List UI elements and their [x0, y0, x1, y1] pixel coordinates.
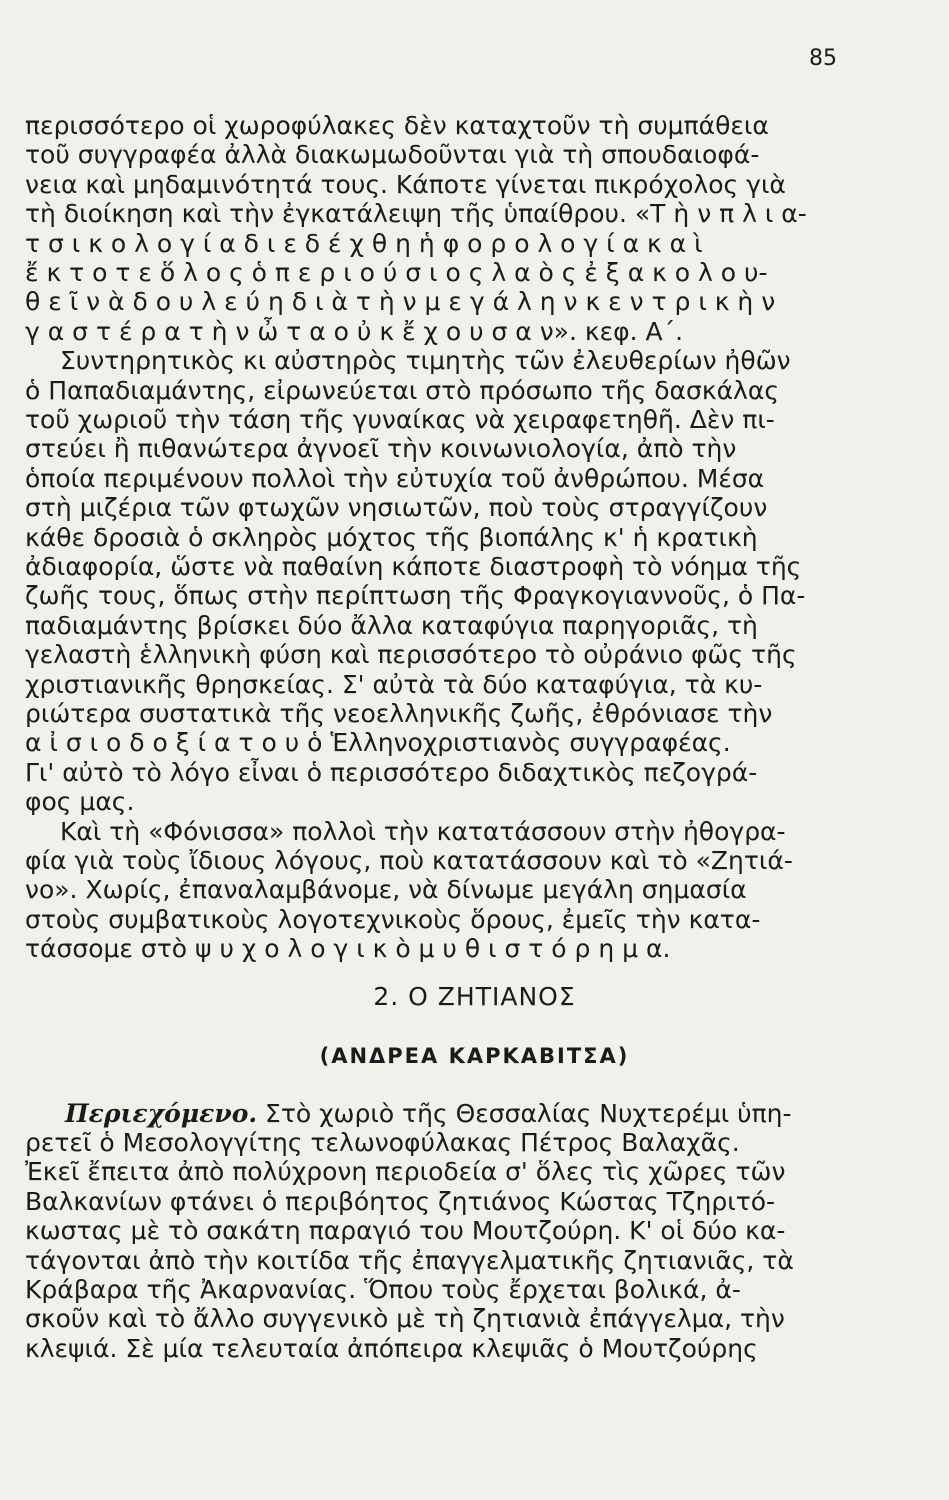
text-line: Καὶ τὴ «Φόνισσα» πολλοὶ τὴν κατατάσσουν στὴν ἠθογρα-: [60, 816, 786, 846]
text-line: τοῦ χωριοῦ τὴν τάση τῆς γυναίκας νὰ χειραφετηθῆ. Δὲν πι-: [25, 405, 775, 434]
text-line: τοῦ συγγραφέα ἀλλὰ διακωμωδοῦνται γιὰ τὴ σπουδαιοφά-: [25, 140, 760, 170]
text-line: κάθε δροσιὰ ὁ σκληρὸς μόχτος τῆς βιοπάλης κ' ἡ κρατικὴ: [25, 522, 758, 552]
summary-first-line: [65, 1098, 792, 1130]
chapter-subheading: (ΑΝΔΡΕΑ ΚΑΡΚΑΒΙΤΣΑ): [319, 1044, 630, 1068]
text-line: γ α σ τ έ ρ α τ ὴ ν ὦ τ α ο ὐ κ ἔ χ ο υ σ α ν». κεφ. Α΄.: [25, 316, 684, 346]
summary-lead: Περιεχόμενο.: [65, 1099, 258, 1128]
text-line: θ ε ῖ ν ὰ δ ο υ λ ε ύ η δ ι ὰ τ ὴ ν μ ε γ ά λ η ν κ ε ν τ ρ ι κ ὴ ν: [25, 287, 776, 317]
text-line: νεια καὶ μηδαμινότητά τους. Κάποτε γίνεται πικρόχολος γιὰ: [25, 169, 786, 199]
text-line: ρετεῖ ὁ Μεσολογγίτης τελωνοφύλακας Πέτρος Βαλαχᾶς.: [25, 1128, 740, 1157]
text-line: φία γιὰ τοὺς ἴδιους λόγους, ποὺ κατατάσσουν καὶ τὸ «Ζητιά-: [25, 846, 793, 875]
text-line: Κράβαρα τῆς Ἀκαρνανίας. Ὅπου τοὺς ἔρχεται βολικά, ἀ-: [25, 1275, 741, 1304]
text-line: νο». Χωρίς, ἐπαναλαμβάνομε, νὰ δίνωμε μεγάλη σημασία: [25, 875, 747, 905]
text-line: Βαλκανίων φτάνει ὁ περιβόητος ζητιάνος Κώστας Τζηριτό-: [25, 1186, 776, 1216]
text-line: στὴ μιζέρια τῶν φτωχῶν νησιωτῶν, ποὺ τοὺς στραγγίζουν: [25, 493, 768, 523]
text-line: κλεψιά. Σὲ μία τελευταία ἀπόπειρα κλεψιᾶς ὁ Μουτζούρης: [25, 1333, 758, 1363]
text-line: α ἰ σ ι ο δ ο ξ ί α τ ο υ ὁ Ἑλληνοχριστιανὸς συγγραφέας.: [25, 728, 731, 758]
text-line: τάσσομε στὸ ψ υ χ ο λ ο γ ι κ ὸ μ υ θ ι σ τ ό ρ η μ α.: [25, 934, 671, 964]
text-line: στεύει ἢ πιθανώτερα ἀγνοεῖ τὴν κοινωνιολογία, ἀπὸ τὴν: [25, 434, 737, 464]
chapter-heading: 2. Ο ΖΗΤΙΑΝΟΣ: [373, 982, 576, 1011]
text-line: χριστιανικῆς θρησκείας. Σ' αὐτὰ τὰ δύο καταφύγια, τὰ κυ-: [25, 669, 763, 699]
text-line: Ἐκεῖ ἔπειτα ἀπὸ πολύχρονη περιοδεία σ' ὅλες τὶς χῶρες τῶν: [25, 1157, 786, 1187]
summary-first-line-rest: Στὸ χωριὸ τῆς Θεσσαλίας Νυχτερέμι ὑπη-: [257, 1099, 792, 1128]
text-line: παδιαμάντης βρίσκει δύο ἄλλα καταφύγια παρηγοριᾶς, τὴ: [25, 610, 758, 640]
text-line: φος μας.: [25, 787, 135, 817]
text-line: ἔ κ τ ο τ ε ὅ λ ο ς ὁ π ε ρ ι ο ύ σ ι ο ς λ α ὸ ς ἐ ξ α κ ο λ ο υ-: [25, 258, 768, 287]
text-line: κωστας μὲ τὸ σακάτη παραγιό του Μουτζούρη. Κ' οἱ δύο κα-: [25, 1216, 786, 1246]
text-line: Γι' αὐτὸ τὸ λόγο εἶναι ὁ περισσότερο διδαχτικὸς πεζογρά-: [25, 757, 758, 787]
text-line: τάγονται ἀπὸ τὴν κοιτίδα τῆς ἐπαγγελματικῆς ζητιανιᾶς, τὰ: [25, 1245, 794, 1275]
text-line: σκοῦν καὶ τὸ ἄλλο συγγενικὸ μὲ τὴ ζητιανιὰ ἐπάγγελμα, τὴν: [25, 1304, 785, 1334]
text-line: Συντηρητικὸς κι αὐστηρὸς τιμητὴς τῶν ἐλευθερίων ἠθῶν: [60, 346, 791, 376]
text-line: ὁ Παπαδιαμάντης, εἰρωνεύεται στὸ πρόσωπο τῆς δασκάλας: [25, 375, 779, 405]
text-line: τὴ διοίκηση καὶ τὴν ἐγκατάλειψη τῆς ὑπαίθρου. «Τ ὴ ν π λ ι α-: [25, 199, 807, 229]
text-line: ζωῆς τους, ὅπως στὴν περίπτωση τῆς Φραγκογιαννοῦς, ὁ Πα-: [25, 581, 806, 611]
text-line: ριώτερα συστατικὰ τῆς νεοελληνικῆς ζωῆς, ἐθρόνιασε τὴν: [25, 699, 773, 728]
text-line: περισσότερο οἱ χωροφύλακες δὲν καταχτοῦν τὴ συμπάθεια: [25, 111, 769, 140]
page-number: 85: [809, 46, 837, 71]
text-line: τ σ ι κ ο λ ο γ ί α δ ι ε δ έ χ θ η ἡ φ ο ρ ο λ ο γ ί α κ α ὶ: [25, 228, 703, 258]
text-line: γελαστὴ ἑλληνικὴ φύση καὶ περισσότερο τὸ οὐράνιο φῶς τῆς: [25, 640, 797, 670]
text-line: στοὺς συμβατικοὺς λογοτεχνικοὺς ὅρους, ἐμεῖς τὴν κατα-: [25, 904, 761, 934]
text-line: ἀδιαφορία, ὥστε νὰ παθαίνη κάποτε διαστροφὴ τὸ νόημα τῆς: [25, 552, 802, 581]
text-line: ὁποία περιμένουν πολλοὶ τὴν εὐτυχία τοῦ ἀνθρώπου. Μέσα: [25, 463, 765, 493]
